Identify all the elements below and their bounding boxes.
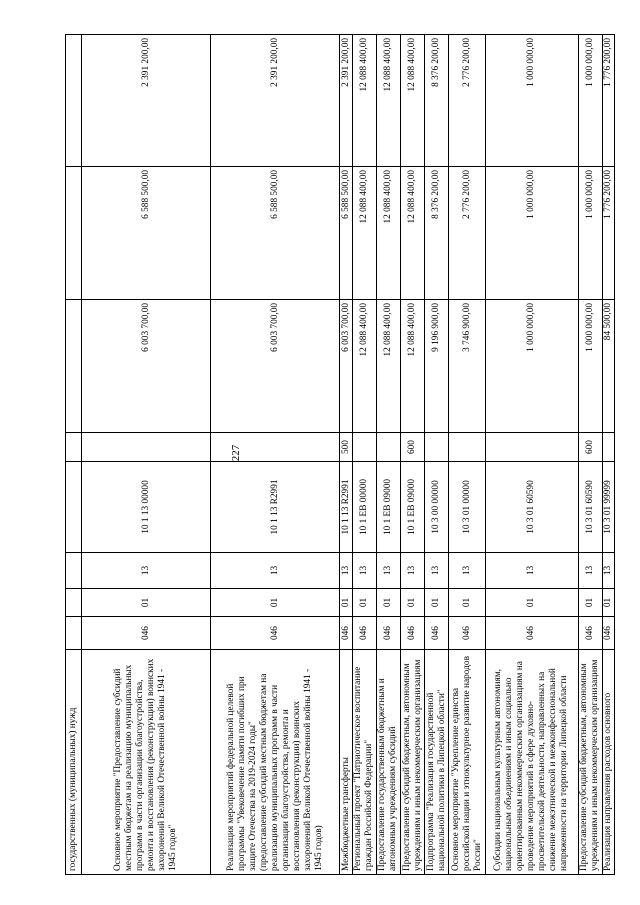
- amount-year2-cell: 8 376 200,00: [425, 167, 449, 300]
- subsection-code-cell: 13: [340, 553, 352, 589]
- subsection-code-cell: 13: [82, 553, 211, 589]
- admin-code-cell: 046: [578, 617, 602, 650]
- target-article-cell: 10 1 13 R2991: [340, 462, 352, 553]
- amount-year3-cell: [66, 35, 82, 167]
- amount-year3-cell: 1 776 200,00: [602, 35, 614, 167]
- section-code-cell: 01: [578, 589, 602, 617]
- row-name-cell: Реализация направления расходов основного: [602, 650, 614, 875]
- amount-year1-cell: 6 003 700,00: [340, 300, 352, 433]
- subsection-code-cell: 13: [578, 553, 602, 589]
- table-row: [340, 35, 352, 875]
- section-code-cell: 01: [211, 589, 340, 617]
- amount-year1-cell: 6 003 700,00: [211, 300, 340, 433]
- expense-type-cell: [211, 433, 340, 462]
- table-row: [602, 35, 614, 875]
- row-name-cell: Реализация мероприятий федеральной целевой программы "Увековечение памяти погибших при защите Отечества на 2019-2024 годы" (предоставление субсидий местным бюджетам на реализацию муниципальных программ в части организации благоустройства, ремонта и восстановления (реконструкции) воинских захоронений Великой Отечественной войны 1941 - 1945 годов): [211, 650, 340, 875]
- amount-year1-cell: 12 088 400,00: [401, 300, 425, 433]
- table-body: [66, 35, 615, 875]
- table-row: [211, 35, 340, 875]
- section-code-cell: 01: [376, 589, 400, 617]
- section-code-cell: 01: [82, 589, 211, 617]
- subsection-code-cell: 13: [602, 553, 614, 589]
- section-code-cell: 01: [352, 589, 376, 617]
- amount-year3-cell: 12 088 400,00: [352, 35, 376, 167]
- admin-code-cell: 046: [425, 617, 449, 650]
- amount-year1-cell: 1 000 000,00: [578, 300, 602, 433]
- subsection-code-cell: 13: [449, 553, 485, 589]
- admin-code-cell: 046: [449, 617, 485, 650]
- amount-year2-cell: 12 088 400,00: [376, 167, 400, 300]
- row-name-cell: Предоставление субсидий бюджетным, автономным учреждениям и иным некоммерческим организациям: [578, 650, 602, 875]
- amount-year2-cell: 6 588 500,00: [82, 167, 211, 300]
- rotated-page-content: [65, 35, 615, 875]
- amount-year1-cell: 12 088 400,00: [352, 300, 376, 433]
- target-article-cell: 10 1 13 R2991: [211, 462, 340, 553]
- target-article-cell: 10 3 01 99999: [602, 462, 614, 553]
- amount-year3-cell: 8 376 200,00: [425, 35, 449, 167]
- table-row: [352, 35, 376, 875]
- subsection-code-cell: 13: [211, 553, 340, 589]
- table-row: [485, 35, 578, 875]
- amount-year1-cell: 6 003 700,00: [82, 300, 211, 433]
- amount-year3-cell: 12 088 400,00: [401, 35, 425, 167]
- subsection-code-cell: 13: [485, 553, 578, 589]
- target-article-cell: [66, 462, 82, 553]
- subsection-code-cell: 13: [425, 553, 449, 589]
- target-article-cell: 10 1 EВ 09000: [401, 462, 425, 553]
- row-name-cell: Подпрограмма "Реализация государственной национальной политики в Липецкой области": [425, 650, 449, 875]
- row-name-cell: государственных (муниципальных) нужд: [66, 650, 82, 875]
- amount-year2-cell: 1 000 000,00: [485, 167, 578, 300]
- expense-type-cell: [82, 433, 211, 462]
- target-article-cell: 10 3 01 60590: [578, 462, 602, 553]
- admin-code-cell: 046: [485, 617, 578, 650]
- expense-type-cell: [376, 433, 400, 462]
- amount-year1-cell: 1 000 000,00: [485, 300, 578, 433]
- expense-type-cell: [352, 433, 376, 462]
- admin-code-cell: 046: [352, 617, 376, 650]
- amount-year3-cell: 2 391 200,00: [82, 35, 211, 167]
- section-code-cell: 01: [485, 589, 578, 617]
- amount-year3-cell: 2 391 200,00: [340, 35, 352, 167]
- amount-year1-cell: 9 196 900,00: [425, 300, 449, 433]
- row-name-cell: Субсидии национальным культурным автономиям, национальным объединениям и иным социально ориентированным некоммерческим организациям на проведение мероприятий в сфере духовно-просветительской деятельности, направленных на снижение межэтнической и межконфессиональной напряженности на территории Липецкой области: [485, 650, 578, 875]
- expense-type-cell: [602, 433, 614, 462]
- amount-year3-cell: 2 776 200,00: [449, 35, 485, 167]
- amount-year1-cell: 84 500,00: [602, 300, 614, 433]
- table-row: [449, 35, 485, 875]
- table-row: [578, 35, 602, 875]
- table-row: [376, 35, 400, 875]
- section-code-cell: 01: [340, 589, 352, 617]
- amount-year2-cell: 12 088 400,00: [401, 167, 425, 300]
- row-name-cell: Основное мероприятие "Предоставление субсидий местным бюджетам на реализацию муниципальных программ в части организации благоустройства, ремонта и восстановления (реконструкции) воинских захоронений Великой Отечественной войны 1941 - 1945 годов": [82, 650, 211, 875]
- amount-year1-cell: 3 746 900,00: [449, 300, 485, 433]
- target-article-cell: 10 1 EВ 00000: [352, 462, 376, 553]
- admin-code-cell: 046: [340, 617, 352, 650]
- expense-type-cell: [425, 433, 449, 462]
- target-article-cell: 10 3 01 00000: [449, 462, 485, 553]
- amount-year3-cell: 1 000 000,00: [485, 35, 578, 167]
- amount-year1-cell: 12 088 400,00: [376, 300, 400, 433]
- target-article-cell: 10 1 13 00000: [82, 462, 211, 553]
- amount-year2-cell: 6 588 500,00: [211, 167, 340, 300]
- expense-type-cell: 600: [401, 433, 425, 462]
- target-article-cell: 10 1 EВ 09000: [376, 462, 400, 553]
- section-code-cell: 01: [449, 589, 485, 617]
- admin-code-cell: 046: [82, 617, 211, 650]
- row-name-cell: Основное мероприятие "Укрепление единства российской нации и этнокультурное развитие народов России": [449, 650, 485, 875]
- table-row: [66, 35, 82, 875]
- amount-year3-cell: 1 000 000,00: [578, 35, 602, 167]
- expense-type-cell: [485, 433, 578, 462]
- admin-code-cell: [66, 617, 82, 650]
- amount-year1-cell: [66, 300, 82, 433]
- budget-table: [65, 34, 615, 875]
- table-row: [82, 35, 211, 875]
- expense-type-cell: [66, 433, 82, 462]
- target-article-cell: 10 3 01 60590: [485, 462, 578, 553]
- amount-year2-cell: [66, 167, 82, 300]
- subsection-code-cell: 13: [401, 553, 425, 589]
- row-name-cell: Предоставление государственным бюджетным и автономным учреждениям субсидий: [376, 650, 400, 875]
- admin-code-cell: 046: [211, 617, 340, 650]
- subsection-code-cell: 13: [352, 553, 376, 589]
- section-code-cell: 01: [401, 589, 425, 617]
- row-name-cell: Межбюджетные трансферты: [340, 650, 352, 875]
- subsection-code-cell: 13: [376, 553, 400, 589]
- row-name-cell: Предоставление субсидий бюджетным, автономным учреждениям и иным некоммерческим организациям: [401, 650, 425, 875]
- page-number: 227: [230, 444, 242, 462]
- admin-code-cell: 046: [602, 617, 614, 650]
- expense-type-cell: [449, 433, 485, 462]
- table-row: [425, 35, 449, 875]
- amount-year2-cell: 12 088 400,00: [352, 167, 376, 300]
- target-article-cell: 10 3 00 00000: [425, 462, 449, 553]
- row-name-cell: Региональный проект "Патриотическое воспитание граждан Российской Федерации": [352, 650, 376, 875]
- admin-code-cell: 046: [401, 617, 425, 650]
- amount-year2-cell: 1 776 200,00: [602, 167, 614, 300]
- section-code-cell: 01: [602, 589, 614, 617]
- amount-year3-cell: 2 391 200,00: [211, 35, 340, 167]
- section-code-cell: 01: [425, 589, 449, 617]
- table-row: [401, 35, 425, 875]
- section-code-cell: [66, 589, 82, 617]
- amount-year2-cell: 6 588 500,00: [340, 167, 352, 300]
- amount-year2-cell: 1 000 000,00: [578, 167, 602, 300]
- amount-year2-cell: 2 776 200,00: [449, 167, 485, 300]
- expense-type-cell: 600: [578, 433, 602, 462]
- subsection-code-cell: [66, 553, 82, 589]
- amount-year3-cell: 12 088 400,00: [376, 35, 400, 167]
- expense-type-cell: 500: [340, 433, 352, 462]
- admin-code-cell: 046: [376, 617, 400, 650]
